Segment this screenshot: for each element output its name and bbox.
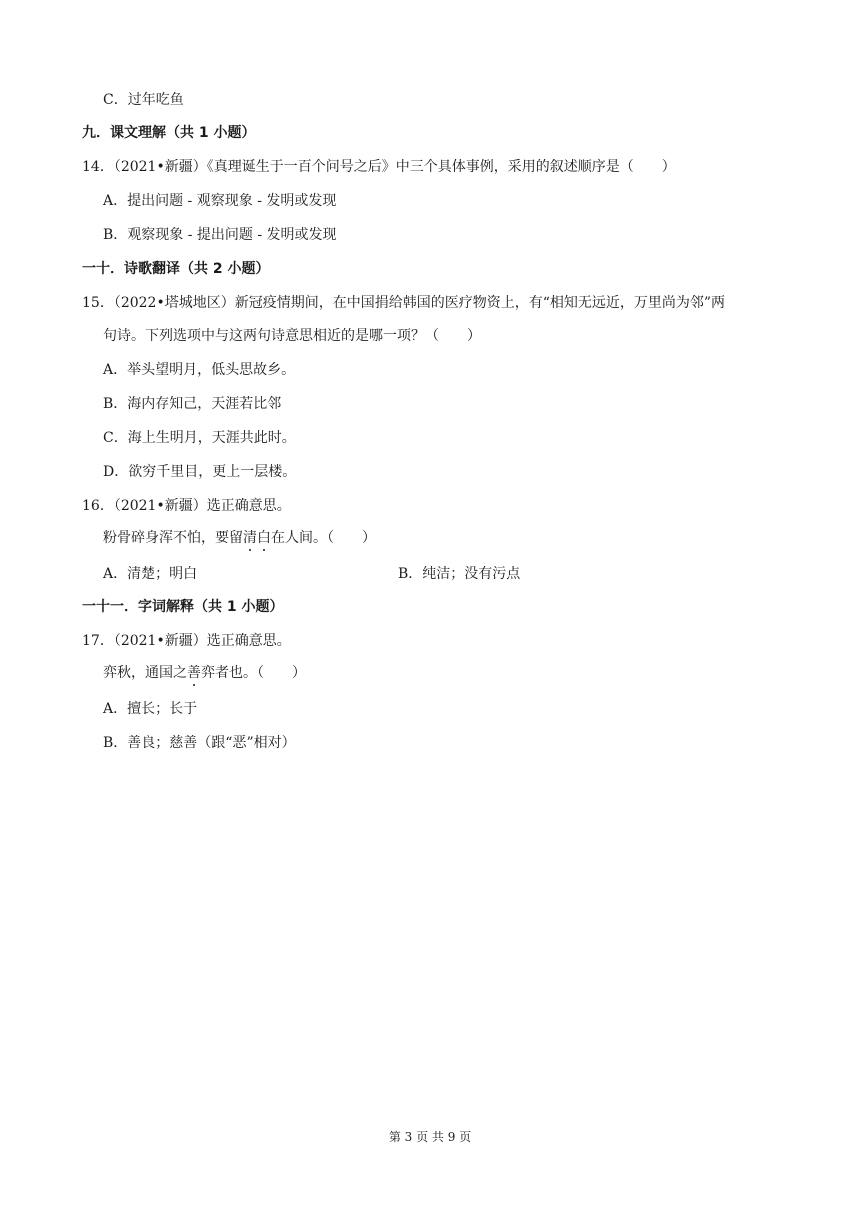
question-14-option-a: A．提出问题 - 观察现象 - 发明或发现 — [103, 193, 337, 209]
question-15-option-b: B．海内存知己，天涯若比邻 — [103, 396, 282, 412]
option-c-prev: C．过年吃鱼 — [103, 92, 184, 108]
question-15-line-2: 句诗。下列选项中与这两句诗意思相近的是哪一项？（ ） — [103, 328, 481, 344]
page-footer: 第 3 页 共 9 页 — [388, 1130, 472, 1144]
question-17: 17．（2021•新疆）选正确意思。 — [82, 633, 291, 649]
question-17-option-b: B．善良；慈善（跟“恶”相对） — [103, 735, 296, 751]
stem-text: 在人间。（ ） — [271, 530, 376, 546]
question-14: 14．（2021•新疆）《真理诞生于一百个问号之后》中三个具体事例，采用的叙述顺序是（ ） — [82, 159, 676, 175]
stem-text: 弈秋，通国之 — [103, 665, 187, 681]
question-16-option-a: A．清楚；明白 — [103, 566, 198, 582]
question-15-option-c: C．海上生明月，天涯共此时。 — [103, 430, 296, 446]
question-17-option-a: A．擅长；长于 — [103, 701, 198, 717]
question-15-option-a: A．举头望明月，低头思故乡。 — [103, 362, 296, 378]
emphasized-char: 白 — [257, 530, 271, 546]
section-heading-9: 九．课文理解（共 1 小题） — [82, 125, 256, 141]
section-heading-11: 一十一．字词解释（共 1 小题） — [82, 599, 284, 615]
stem-text: 弈者也。（ ） — [201, 665, 306, 681]
question-16: 16．（2021•新疆）选正确意思。 — [82, 498, 291, 514]
question-16-stem — [103, 529, 376, 547]
emphasized-char: 清 — [243, 530, 257, 546]
question-15-option-d: D．欲穷千里目，更上一层楼。 — [103, 464, 297, 480]
question-16-option-b: B．纯洁；没有污点 — [398, 566, 521, 582]
question-17-stem — [103, 664, 306, 682]
stem-text: 粉骨碎身浑不怕，要留 — [103, 530, 243, 546]
question-14-option-b: B．观察现象 - 提出问题 - 发明或发现 — [103, 227, 337, 243]
emphasized-char: 善 — [187, 665, 201, 681]
question-15-line-1: 15．（2022•塔城地区）新冠疫情期间，在中国捐给韩国的医疗物资上，有“相知无远近，万里尚为邻”两 — [82, 295, 726, 311]
section-heading-10: 一十．诗歌翻译（共 2 小题） — [82, 261, 270, 277]
